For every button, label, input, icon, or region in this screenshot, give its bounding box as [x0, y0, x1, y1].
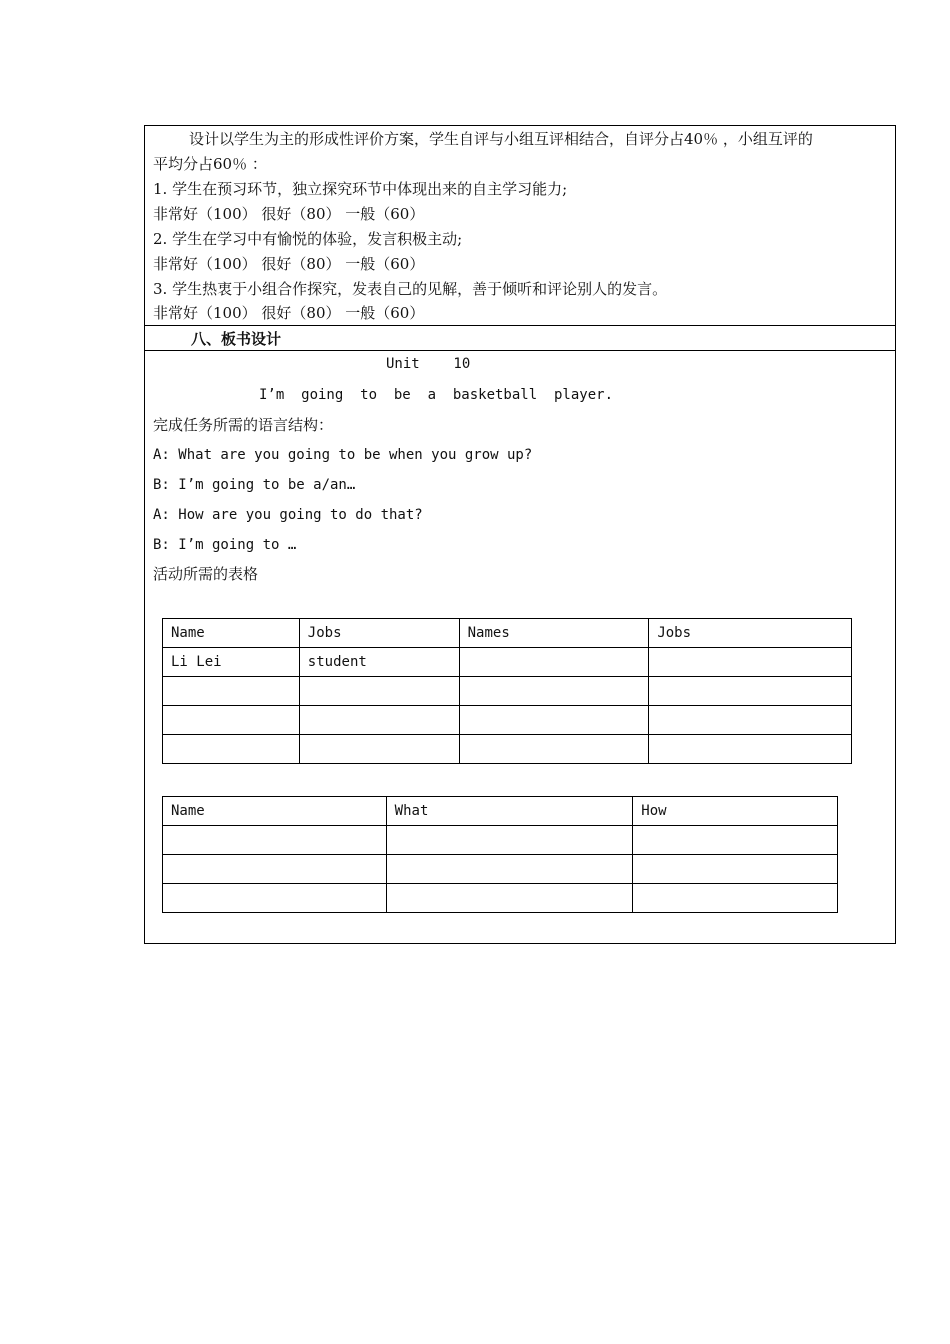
table-header-cell: What [386, 797, 633, 826]
table-row [163, 706, 852, 735]
table-header-row [163, 619, 852, 648]
structures-label: 完成任务所需的语言结构： [153, 416, 334, 434]
table-header-cell: Name [163, 797, 387, 826]
evaluation-intro-line2: 平均分占60％ ： [153, 155, 267, 173]
table-cell [299, 677, 459, 706]
table-cell [163, 735, 300, 764]
jobs-survey-table [162, 618, 852, 764]
table-cell [299, 706, 459, 735]
evaluation-intro-line1: 设计以学生为主的形成性评价方案，学生自评与小组互评相结合，自评分占40％ ，小组互评的 [189, 130, 813, 148]
table-cell [633, 884, 838, 913]
table-cell [459, 735, 649, 764]
table-header-cell: How [633, 797, 838, 826]
table-cell [299, 735, 459, 764]
dialog-line-4: B: I’m going to … [153, 537, 297, 553]
tables-label: 活动所需的表格 [153, 565, 259, 583]
table-cell [386, 826, 633, 855]
table-cell [163, 706, 300, 735]
table-row [163, 855, 838, 884]
table-header-cell: Jobs [299, 619, 459, 648]
lesson-title: I’m going to be a basketball player. [259, 387, 614, 403]
section-heading: 八、板书设计 [191, 330, 282, 348]
table-cell [649, 677, 852, 706]
rating-scale-3: 非常好（100） 很好（80） 一般（60） [153, 304, 425, 322]
table-cell [649, 735, 852, 764]
table-row [163, 884, 838, 913]
plans-survey-table [162, 796, 838, 913]
table-cell: Li Lei [163, 648, 300, 677]
lesson-plan-frame [144, 125, 896, 944]
table-cell: student [299, 648, 459, 677]
unit-label: Unit 10 [386, 356, 471, 372]
dialog-line-3: A: How are you going to do that? [153, 507, 423, 523]
table-cell [649, 648, 852, 677]
table-header-cell: Names [459, 619, 649, 648]
table-row [163, 735, 852, 764]
dialog-line-2: B: I’m going to be a/an… [153, 477, 356, 493]
evaluation-item-1: 1. 学生在预习环节，独立探究环节中体现出来的自主学习能力; [153, 180, 568, 198]
table-cell [163, 855, 387, 884]
table-row [163, 677, 852, 706]
evaluation-item-2: 2. 学生在学习中有愉悦的体验，发言积极主动; [153, 230, 463, 248]
table-header-cell: Jobs [649, 619, 852, 648]
table-cell [633, 826, 838, 855]
evaluation-section [145, 126, 895, 326]
table-cell [163, 677, 300, 706]
table-cell [163, 884, 387, 913]
board-design-heading-row [145, 326, 895, 351]
rating-scale-2: 非常好（100） 很好（80） 一般（60） [153, 255, 425, 273]
evaluation-item-3: 3. 学生热衷于小组合作探究，发表自己的见解，善于倾听和评论别人的发言。 [153, 280, 668, 298]
table-cell [386, 855, 633, 884]
table-cell [459, 677, 649, 706]
table-cell [386, 884, 633, 913]
table-cell [459, 706, 649, 735]
table-cell [649, 706, 852, 735]
table-cell [633, 855, 838, 884]
table-header-cell: Name [163, 619, 300, 648]
table-header-row [163, 797, 838, 826]
table-cell [459, 648, 649, 677]
dialog-line-1: A: What are you going to be when you grow up? [153, 447, 533, 463]
table-cell [163, 826, 387, 855]
table-row [163, 648, 852, 677]
rating-scale-1: 非常好（100） 很好（80） 一般（60） [153, 205, 425, 223]
table-row [163, 826, 838, 855]
